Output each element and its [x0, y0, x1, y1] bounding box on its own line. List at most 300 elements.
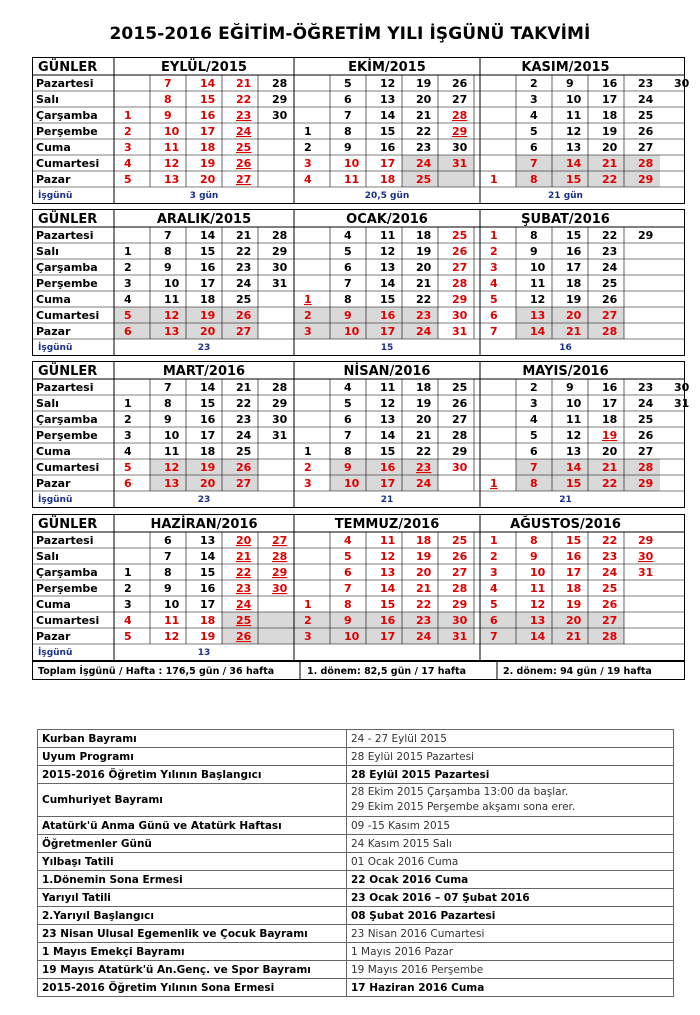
- day-cell: 25: [416, 173, 432, 186]
- day-cell: 26: [638, 125, 654, 138]
- day-cell: 11: [566, 109, 582, 122]
- day-cell: 28: [272, 550, 288, 563]
- day-cell: 25: [452, 381, 468, 394]
- day-cell: 1: [124, 566, 132, 579]
- day-cell: 19: [200, 461, 216, 474]
- day-cell: 14: [380, 429, 396, 442]
- day-cell: 1: [490, 477, 498, 490]
- month-title: HAZİRAN/2016: [150, 517, 258, 532]
- workday-count: 21 gün: [548, 191, 583, 201]
- day-cell: 16: [380, 309, 396, 322]
- month-title: EKİM/2015: [348, 60, 426, 75]
- workday-label: İşgünü: [38, 648, 73, 658]
- day-cell: 14: [566, 157, 582, 170]
- day-cell: 31: [452, 157, 468, 170]
- day-cell: 6: [344, 413, 352, 426]
- day-name-6: Pazar: [36, 477, 71, 490]
- event-name: Öğretmenler Günü: [38, 835, 347, 853]
- day-cell: 15: [380, 598, 396, 611]
- day-cell: 28: [452, 277, 468, 290]
- month-title: AĞUSTOS/2016: [510, 517, 621, 532]
- day-cell: 11: [344, 173, 360, 186]
- day-cell: 24: [236, 125, 252, 138]
- day-cell: 22: [416, 445, 432, 458]
- day-cell: 24: [416, 477, 432, 490]
- day-cell: 29: [452, 598, 468, 611]
- days-header: GÜNLER: [38, 517, 98, 532]
- day-cell: 1: [490, 173, 498, 186]
- day-name-1: Salı: [36, 93, 59, 106]
- day-cell: 8: [344, 445, 352, 458]
- day-cell: 14: [530, 630, 546, 643]
- day-cell: 27: [236, 325, 252, 338]
- day-cell: 3: [124, 598, 132, 611]
- day-cell: 18: [200, 141, 216, 154]
- day-cell: 8: [530, 173, 538, 186]
- day-cell: 24: [236, 277, 252, 290]
- day-cell: 28: [272, 381, 288, 394]
- days-header: GÜNLER: [38, 60, 98, 75]
- day-name-0: Pazartesi: [36, 229, 94, 242]
- day-cell: 8: [164, 566, 172, 579]
- workday-count: 21: [559, 495, 572, 505]
- day-cell: 23: [416, 614, 432, 627]
- day-cell: 10: [164, 125, 180, 138]
- day-cell: 5: [490, 293, 498, 306]
- day-name-5: Cumartesi: [36, 614, 100, 627]
- day-cell: 22: [602, 229, 618, 242]
- day-cell: 13: [380, 261, 396, 274]
- event-row: [38, 766, 674, 784]
- event-row: [38, 925, 674, 943]
- day-cell: 2: [124, 261, 132, 274]
- day-cell: 28: [638, 157, 654, 170]
- day-name-2: Çarşamba: [36, 413, 98, 426]
- event-row: [38, 748, 674, 766]
- calendar-row-block: [32, 209, 685, 356]
- day-cell: 26: [452, 550, 468, 563]
- event-date: 17 Haziran 2016 Cuma: [347, 979, 674, 997]
- day-cell: 7: [164, 77, 172, 90]
- workday-count: 23: [197, 343, 211, 353]
- day-cell: 23: [236, 413, 252, 426]
- day-cell: 21: [236, 550, 252, 563]
- day-cell: 3: [304, 630, 312, 643]
- event-name: Cumhuriyet Bayramı: [38, 784, 347, 817]
- day-cell: 30: [272, 582, 288, 595]
- day-cell: 12: [566, 125, 582, 138]
- event-date: 28 Ekim 2015 Çarşamba 13:00 da başlar. 29 Ekim 2015 Perşembe akşamı sona erer.: [347, 784, 674, 817]
- day-cell: 2: [124, 413, 132, 426]
- day-cell: 31: [674, 397, 690, 410]
- day-cell: 31: [452, 325, 468, 338]
- day-cell: 9: [530, 550, 538, 563]
- day-cell: 16: [200, 413, 216, 426]
- day-cell: 28: [272, 77, 288, 90]
- month-title: ŞUBAT/2016: [521, 212, 610, 227]
- day-cell: 19: [200, 157, 216, 170]
- day-cell: 23: [236, 109, 252, 122]
- day-cell: 10: [344, 157, 360, 170]
- day-cell: 1: [304, 125, 312, 138]
- day-cell: 19: [602, 429, 618, 442]
- day-cell: 14: [200, 229, 216, 242]
- day-cell: 2: [304, 614, 312, 627]
- day-cell: 20: [416, 566, 432, 579]
- day-cell: 25: [638, 109, 654, 122]
- day-cell: 20: [416, 93, 432, 106]
- day-cell: 24: [638, 397, 654, 410]
- day-cell: 13: [530, 614, 546, 627]
- day-cell: 3: [490, 566, 498, 579]
- day-cell: 8: [530, 534, 538, 547]
- workday-calendar: [32, 57, 690, 697]
- day-name-5: Cumartesi: [36, 157, 100, 170]
- day-cell: 13: [164, 325, 180, 338]
- event-date: 28 Eylül 2015 Pazartesi: [347, 766, 674, 784]
- event-name: 2015-2016 Öğretim Yılının Sona Ermesi: [38, 979, 347, 997]
- day-cell: 24: [602, 261, 618, 274]
- day-cell: 30: [674, 77, 690, 90]
- day-cell: 20: [416, 413, 432, 426]
- day-cell: 26: [638, 429, 654, 442]
- day-cell: 20: [602, 445, 618, 458]
- day-cell: 5: [530, 429, 538, 442]
- day-name-3: Perşembe: [36, 125, 98, 138]
- day-cell: 21: [416, 109, 432, 122]
- day-cell: 9: [164, 582, 172, 595]
- day-cell: 28: [452, 109, 468, 122]
- workday-count: 3 gün: [189, 191, 219, 201]
- day-cell: 13: [530, 309, 546, 322]
- day-cell: 15: [200, 245, 216, 258]
- day-name-0: Pazartesi: [36, 534, 94, 547]
- page-title: 2015-2016 EĞİTİM-ÖĞRETİM YILI İŞGÜNÜ TAKVİMİ: [109, 24, 591, 44]
- day-cell: 10: [344, 477, 360, 490]
- day-cell: 17: [200, 125, 216, 138]
- days-header: GÜNLER: [38, 212, 98, 227]
- month-title: NİSAN/2016: [343, 364, 431, 379]
- day-cell: 12: [380, 77, 396, 90]
- day-cell: 28: [272, 229, 288, 242]
- workday-count: 21: [380, 495, 394, 505]
- day-cell: 21: [566, 325, 582, 338]
- day-cell: 29: [452, 125, 468, 138]
- day-cell: 16: [380, 614, 396, 627]
- day-cell: 2: [490, 245, 498, 258]
- day-cell: 12: [164, 309, 180, 322]
- day-cell: 1: [490, 534, 498, 547]
- month-title: ARALIK/2015: [156, 212, 252, 227]
- day-cell: 29: [638, 173, 654, 186]
- day-cell: 18: [566, 582, 582, 595]
- day-cell: 6: [530, 141, 538, 154]
- day-cell: 17: [380, 325, 396, 338]
- day-cell: 25: [602, 582, 618, 595]
- day-cell: 18: [380, 173, 396, 186]
- day-cell: 24: [602, 566, 618, 579]
- day-cell: 9: [344, 309, 352, 322]
- day-cell: 16: [380, 141, 396, 154]
- day-cell: 30: [272, 413, 288, 426]
- day-cell: 29: [638, 229, 654, 242]
- day-cell: 10: [344, 325, 360, 338]
- day-cell: 7: [530, 461, 538, 474]
- workday-label: İşgünü: [38, 495, 73, 505]
- day-cell: 7: [344, 277, 352, 290]
- day-cell: 14: [566, 461, 582, 474]
- day-cell: 6: [530, 445, 538, 458]
- day-name-1: Salı: [36, 397, 59, 410]
- event-date: 24 Kasım 2015 Salı: [347, 835, 674, 853]
- day-cell: 5: [124, 173, 132, 186]
- day-cell: 26: [236, 309, 252, 322]
- day-cell: 12: [380, 245, 396, 258]
- day-cell: 20: [200, 173, 216, 186]
- day-cell: 27: [452, 566, 468, 579]
- day-cell: 8: [344, 293, 352, 306]
- day-cell: 23: [236, 582, 252, 595]
- day-cell: 8: [344, 598, 352, 611]
- day-cell: 19: [566, 598, 582, 611]
- day-cell: 17: [200, 598, 216, 611]
- day-cell: 8: [164, 93, 172, 106]
- day-cell: 12: [530, 293, 546, 306]
- day-cell: 7: [344, 429, 352, 442]
- day-cell: 4: [124, 293, 132, 306]
- day-cell: 22: [416, 598, 432, 611]
- event-date: 23 Nisan 2016 Cumartesi: [347, 925, 674, 943]
- day-name-3: Perşembe: [36, 582, 98, 595]
- event-date: 19 Mayıs 2016 Perşembe: [347, 961, 674, 979]
- day-cell: 18: [200, 293, 216, 306]
- day-name-1: Salı: [36, 245, 59, 258]
- day-cell: 22: [236, 245, 252, 258]
- day-cell: 1: [490, 229, 498, 242]
- day-cell: 1: [304, 293, 312, 306]
- event-date: 24 - 27 Eylül 2015: [347, 730, 674, 748]
- event-name: Yılbaşı Tatili: [38, 853, 347, 871]
- day-cell: 4: [530, 109, 538, 122]
- month-title: MART/2016: [162, 364, 246, 379]
- day-cell: 20: [200, 477, 216, 490]
- day-cell: 21: [566, 630, 582, 643]
- day-cell: 6: [124, 325, 132, 338]
- calendar-row-block: [32, 57, 690, 204]
- day-cell: 14: [200, 381, 216, 394]
- day-cell: 21: [416, 429, 432, 442]
- day-cell: 12: [164, 461, 180, 474]
- day-cell: 28: [452, 429, 468, 442]
- day-cell: 30: [638, 550, 654, 563]
- day-cell: 2: [124, 582, 132, 595]
- day-cell: 23: [602, 245, 618, 258]
- day-cell: 8: [530, 229, 538, 242]
- day-cell: 22: [602, 477, 618, 490]
- day-name-2: Çarşamba: [36, 566, 98, 579]
- day-cell: 5: [344, 397, 352, 410]
- day-cell: 2: [304, 309, 312, 322]
- month-title: MAYIS/2016: [522, 364, 609, 379]
- day-cell: 10: [566, 397, 582, 410]
- day-cell: 23: [602, 550, 618, 563]
- day-cell: 21: [236, 229, 252, 242]
- day-cell: 9: [566, 381, 574, 394]
- event-row: [38, 853, 674, 871]
- day-cell: 6: [344, 261, 352, 274]
- day-cell: 20: [416, 261, 432, 274]
- day-cell: 26: [602, 293, 618, 306]
- day-cell: 8: [164, 245, 172, 258]
- day-cell: 8: [530, 477, 538, 490]
- day-cell: 3: [530, 397, 538, 410]
- day-cell: 5: [124, 309, 132, 322]
- event-row: [38, 871, 674, 889]
- day-cell: 6: [490, 309, 498, 322]
- day-cell: 25: [236, 445, 252, 458]
- day-cell: 24: [416, 325, 432, 338]
- event-date: 23 Ocak 2016 – 07 Şubat 2016: [347, 889, 674, 907]
- day-cell: 3: [304, 157, 312, 170]
- day-cell: 10: [530, 261, 546, 274]
- day-cell: 29: [272, 397, 288, 410]
- day-cell: 7: [490, 325, 498, 338]
- day-cell: 19: [200, 630, 216, 643]
- day-cell: 30: [272, 261, 288, 274]
- event-name: Atatürk'ü Anma Günü ve Atatürk Haftası: [38, 817, 347, 835]
- day-cell: 4: [124, 157, 132, 170]
- day-cell: 11: [164, 445, 180, 458]
- event-row: [38, 730, 674, 748]
- day-cell: 12: [530, 598, 546, 611]
- day-cell: 18: [602, 413, 618, 426]
- day-cell: 9: [344, 141, 352, 154]
- day-cell: 9: [344, 614, 352, 627]
- day-cell: 9: [566, 77, 574, 90]
- day-cell: 8: [344, 125, 352, 138]
- day-cell: 4: [344, 381, 352, 394]
- day-name-3: Perşembe: [36, 277, 98, 290]
- day-cell: 7: [490, 630, 498, 643]
- day-cell: 26: [236, 461, 252, 474]
- day-cell: 13: [380, 566, 396, 579]
- day-cell: 11: [530, 582, 546, 595]
- day-cell: 27: [452, 413, 468, 426]
- day-cell: 11: [380, 381, 396, 394]
- day-cell: 30: [452, 614, 468, 627]
- day-cell: 21: [416, 277, 432, 290]
- event-name: 2015-2016 Öğretim Yılının Başlangıcı: [38, 766, 347, 784]
- month-title: TEMMUZ/2016: [334, 517, 440, 532]
- event-row: [38, 835, 674, 853]
- day-cell: 11: [380, 534, 396, 547]
- day-cell: 27: [452, 261, 468, 274]
- day-cell: 19: [416, 77, 432, 90]
- day-cell: 31: [272, 277, 288, 290]
- day-cell: 3: [124, 141, 132, 154]
- day-cell: 23: [236, 261, 252, 274]
- day-cell: 10: [164, 598, 180, 611]
- day-cell: 18: [200, 614, 216, 627]
- days-header: GÜNLER: [38, 364, 98, 379]
- day-cell: 2: [530, 381, 538, 394]
- day-cell: 3: [124, 429, 132, 442]
- event-name: 2.Yarıyıl Başlangıcı: [38, 907, 347, 925]
- day-cell: 30: [272, 109, 288, 122]
- day-cell: 21: [416, 582, 432, 595]
- day-cell: 9: [164, 109, 172, 122]
- event-row: [38, 889, 674, 907]
- event-date: 09 -15 Kasım 2015: [347, 817, 674, 835]
- day-cell: 10: [344, 630, 360, 643]
- day-cell: 5: [344, 550, 352, 563]
- day-cell: 11: [164, 293, 180, 306]
- day-cell: 22: [236, 566, 252, 579]
- month-title: EYLÜL/2015: [161, 60, 247, 75]
- day-cell: 15: [200, 93, 216, 106]
- day-cell: 7: [344, 109, 352, 122]
- event-name: Kurban Bayramı: [38, 730, 347, 748]
- day-cell: 29: [452, 445, 468, 458]
- day-cell: 16: [602, 77, 618, 90]
- day-cell: 10: [164, 277, 180, 290]
- day-cell: 31: [272, 429, 288, 442]
- event-row: [38, 784, 674, 817]
- event-date: 22 Ocak 2016 Cuma: [347, 871, 674, 889]
- day-cell: 17: [566, 566, 582, 579]
- day-cell: 24: [236, 429, 252, 442]
- day-cell: 15: [380, 445, 396, 458]
- day-cell: 27: [236, 173, 252, 186]
- day-cell: 11: [164, 141, 180, 154]
- day-cell: 29: [272, 93, 288, 106]
- day-cell: 25: [236, 293, 252, 306]
- day-cell: 7: [164, 229, 172, 242]
- day-cell: 9: [530, 245, 538, 258]
- event-row: [38, 907, 674, 925]
- day-cell: 14: [530, 325, 546, 338]
- day-cell: 7: [164, 550, 172, 563]
- day-cell: 16: [566, 550, 582, 563]
- day-cell: 14: [200, 550, 216, 563]
- day-cell: 27: [638, 445, 654, 458]
- day-cell: 5: [124, 630, 132, 643]
- day-cell: 6: [344, 566, 352, 579]
- day-cell: 26: [236, 157, 252, 170]
- day-cell: 14: [380, 582, 396, 595]
- day-cell: 24: [416, 157, 432, 170]
- day-name-6: Pazar: [36, 630, 71, 643]
- day-cell: 11: [566, 413, 582, 426]
- event-name: Uyum Programı: [38, 748, 347, 766]
- day-cell: 20: [200, 325, 216, 338]
- day-cell: 28: [602, 325, 618, 338]
- day-name-4: Cuma: [36, 141, 71, 154]
- calendar-row-block: [32, 514, 685, 661]
- day-cell: 29: [272, 566, 288, 579]
- day-cell: 19: [416, 550, 432, 563]
- day-cell: 17: [200, 277, 216, 290]
- day-cell: 25: [602, 277, 618, 290]
- day-cell: 5: [530, 125, 538, 138]
- day-name-6: Pazar: [36, 325, 71, 338]
- day-cell: 16: [602, 381, 618, 394]
- day-name-1: Salı: [36, 550, 59, 563]
- day-cell: 14: [380, 277, 396, 290]
- day-cell: 29: [638, 534, 654, 547]
- day-cell: 5: [490, 598, 498, 611]
- day-cell: 27: [452, 93, 468, 106]
